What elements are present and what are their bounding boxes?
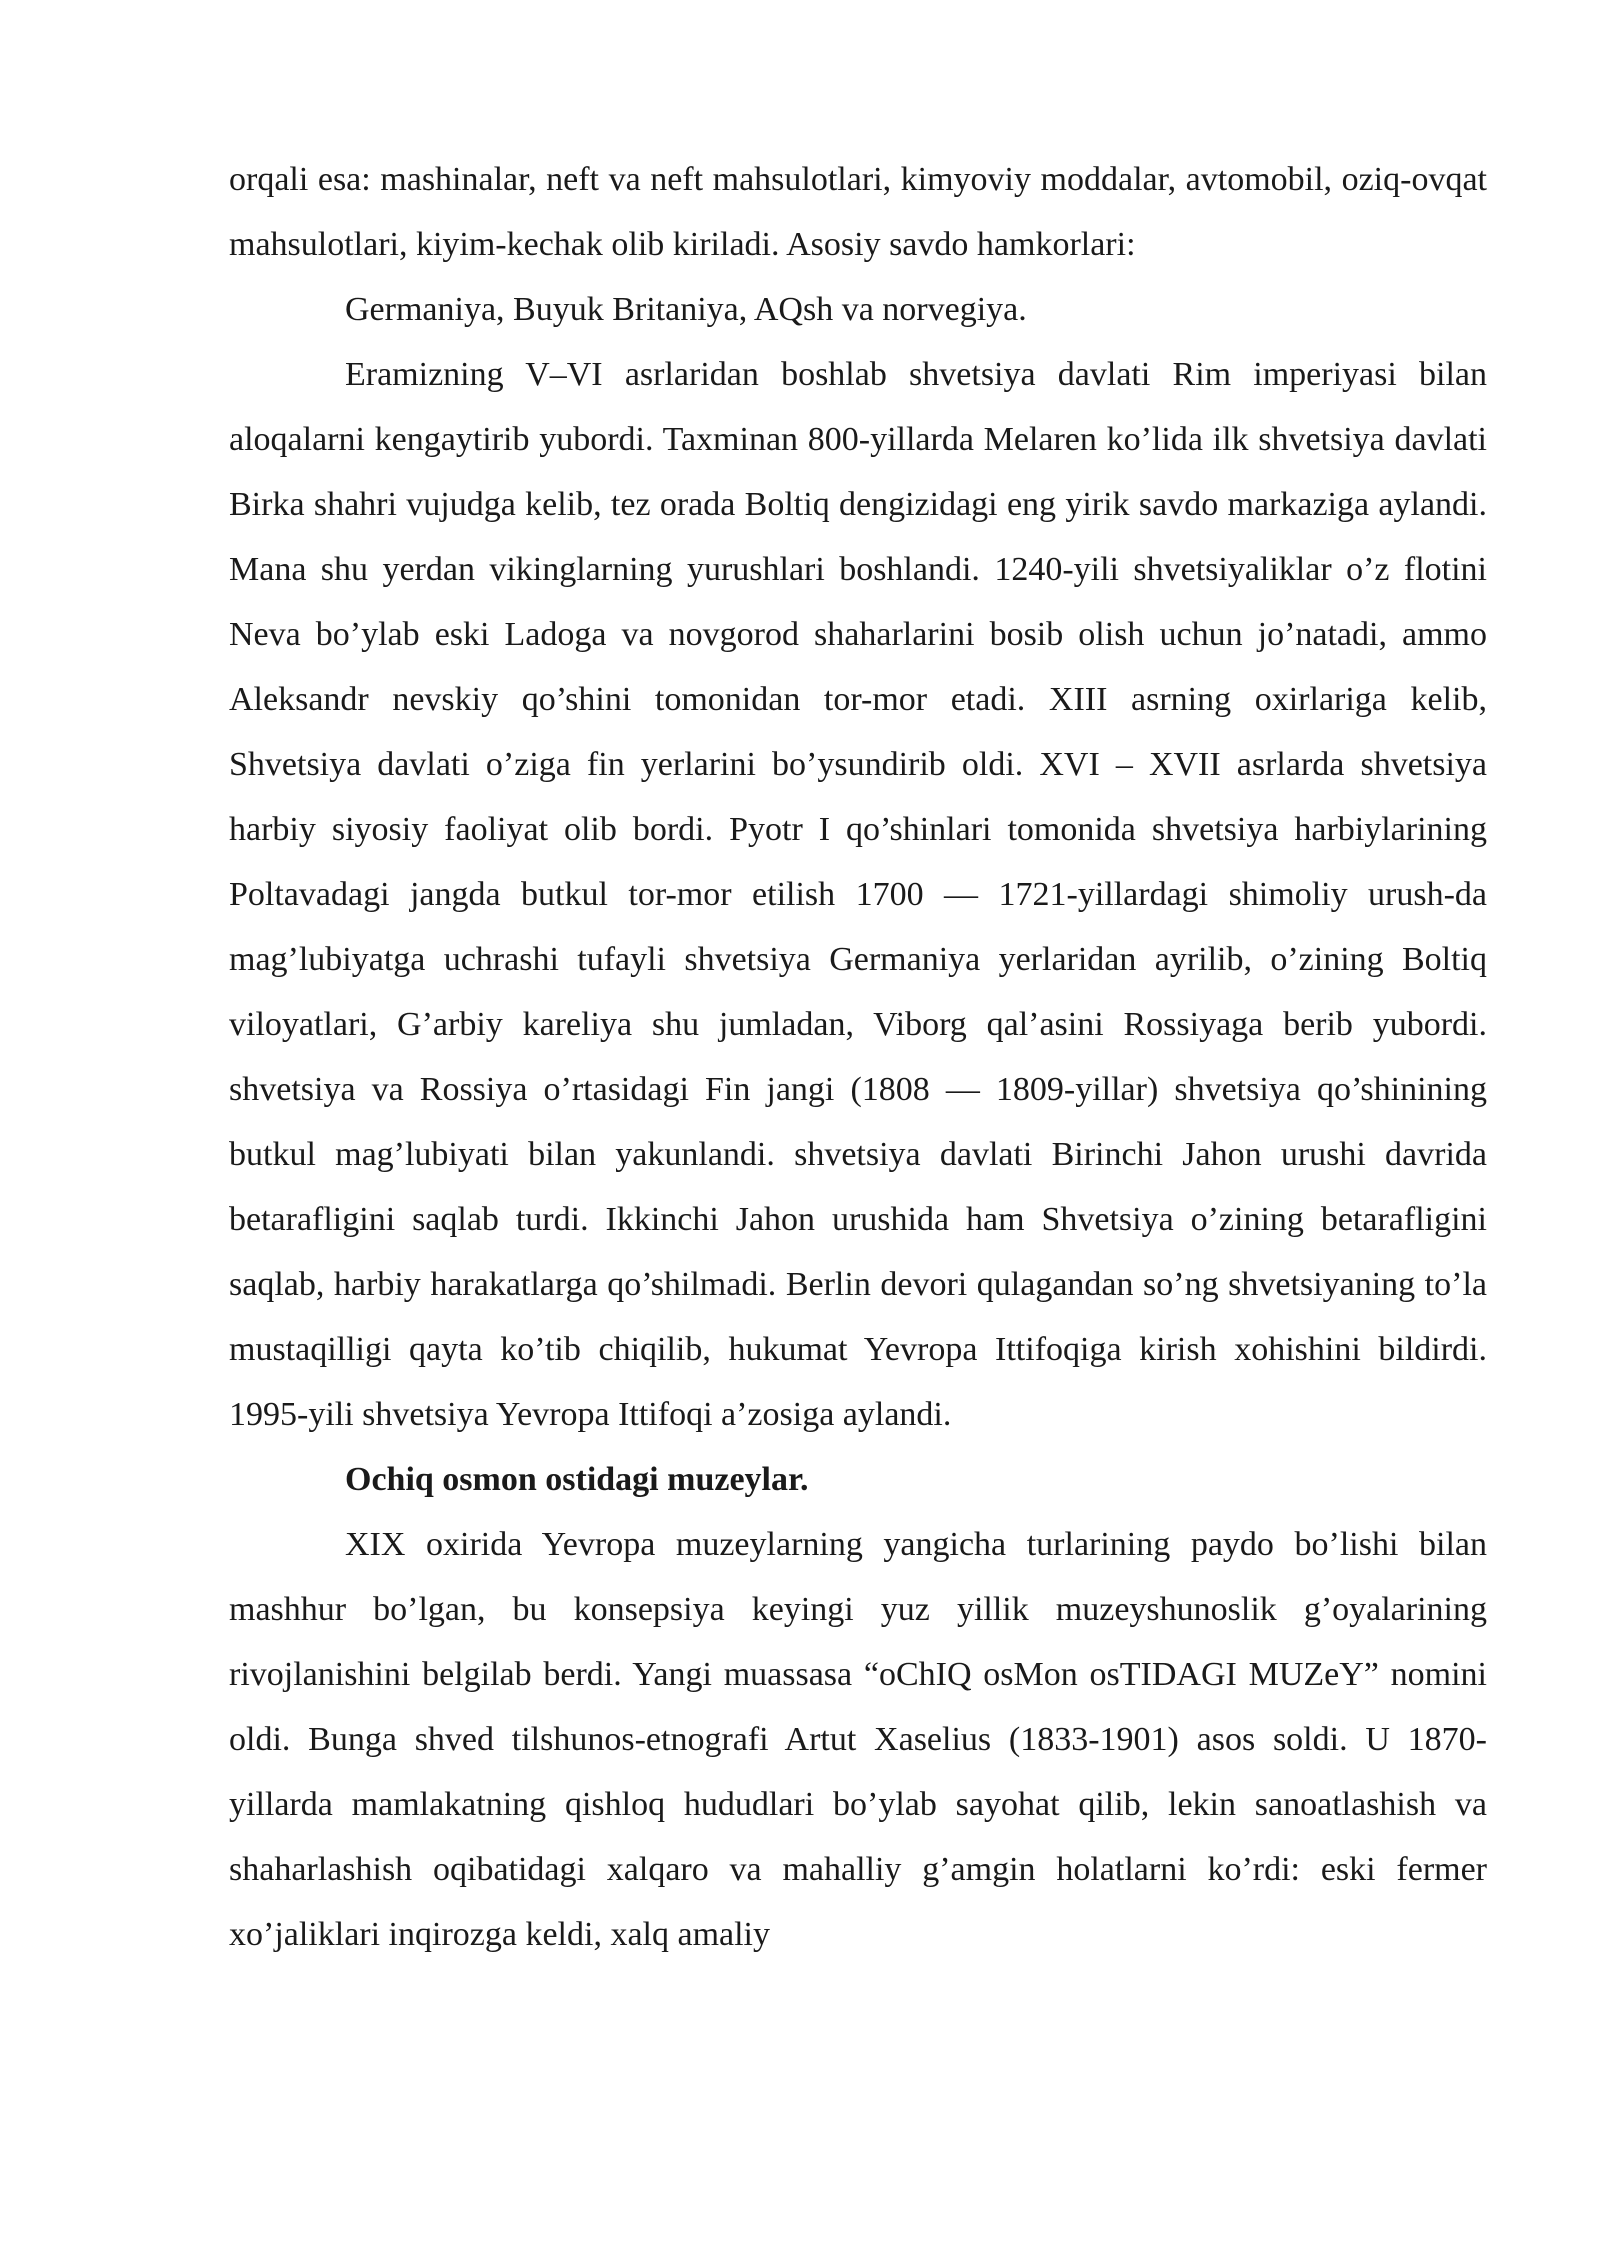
paragraph-partners: Germaniya, Buyuk Britaniya, AQsh va norvegiya. bbox=[345, 291, 1027, 328]
section-heading: Ochiq osmon ostidagi muzeylar. bbox=[345, 1461, 809, 1498]
document-page bbox=[229, 147, 1487, 1967]
paragraph-trade: orqali esa: mashinalar, neft va neft mahsulotlari, kimyoviy moddalar, avtomobil, oziq-ovqat mahsulotlari, kiyim-kechak olib kiriladi. Asosiy savdo hamkorlari: bbox=[229, 161, 1487, 263]
paragraph-history: Eramizning V–VI asrlaridan boshlab shvetsiya davlati Rim imperiyasi bilan aloqalarni kengaytirib yubordi. Taxminan 800-yillarda Melaren ko’lida ilk shvetsiya davlati Birka shahri vujudga kelib, tez orada Boltiq dengizidagi eng yirik savdo markaziga aylandi. Mana shu yerdan vikinglarning yurushlari boshlandi. 1240-yili shvetsiyaliklar o’z flotini Neva bo’ylab eski Ladoga va novgorod shaharlarini bosib olish uchun jo’natadi, ammo Aleksandr nevskiy qo’shini tomonidan tor-mor etadi. XIII asrning oxirlariga kelib, Shvetsiya davlati o’ziga fin yerlarini bo’ysundirib oldi. XVI – XVII asrlarda shvetsiya harbiy siyosiy faoliyat olib bordi. Pyotr I qo’shinlari tomonida shvetsiya harbiylarining Poltavadagi jangda butkul tor-mor etilish 1700 — 1721-yillardagi shimoliy urush-da mag’lubiyatga uchrashi tufayli shvetsiya Germaniya yerlaridan ayrilib, o’zining Boltiq viloyatlari, G’arbiy kareliya shu jumladan, Viborg qal’asini Rossiyaga berib yubordi. shvetsiya va Rossiya o’rtasidagi Fin jangi (1808 — 1809-yillar) shvetsiya qo’shinining butkul mag’lubiyati bilan yakunlandi. shvetsiya davlati Birinchi Jahon urushi davrida betarafligini saqlab turdi. Ikkinchi Jahon urushida ham Shvetsiya o’zining betarafligini saqlab, harbiy harakatlarga qo’shilmadi. Berlin devori qulagandan so’ng shvetsiyaning to’la mustaqilligi qayta ko’tib chiqilib, hukumat Yevropa Ittifoqiga kirish xohishini bildirdi. 1995-yili shvetsiya Yevropa Ittifoqi a’zosiga aylandi. bbox=[229, 356, 1487, 1433]
paragraph-museums: XIX oxirida Yevropa muzeylarning yangicha turlarining paydo bo’lishi bilan mashhur bo’lgan, bu konsepsiya keyingi yuz yillik muzeyshunoslik g’oyalarining rivojlanishini belgilab berdi. Yangi muassasa “oChIQ osMon osTIDAGI MUZeY” nomini oldi. Bunga shved tilshunos-etnografi Artut Xaselius (1833-1901) asos soldi. U 1870-yillarda mamlakatning qishloq hududlari bo’ylab sayohat qilib, lekin sanoatlashish va shaharlashish oqibatidagi xalqaro va mahalliy g’amgin holatlarni ko’rdi: eski fermer xo’jaliklari inqirozga keldi, xalq amaliy bbox=[229, 1526, 1487, 1953]
